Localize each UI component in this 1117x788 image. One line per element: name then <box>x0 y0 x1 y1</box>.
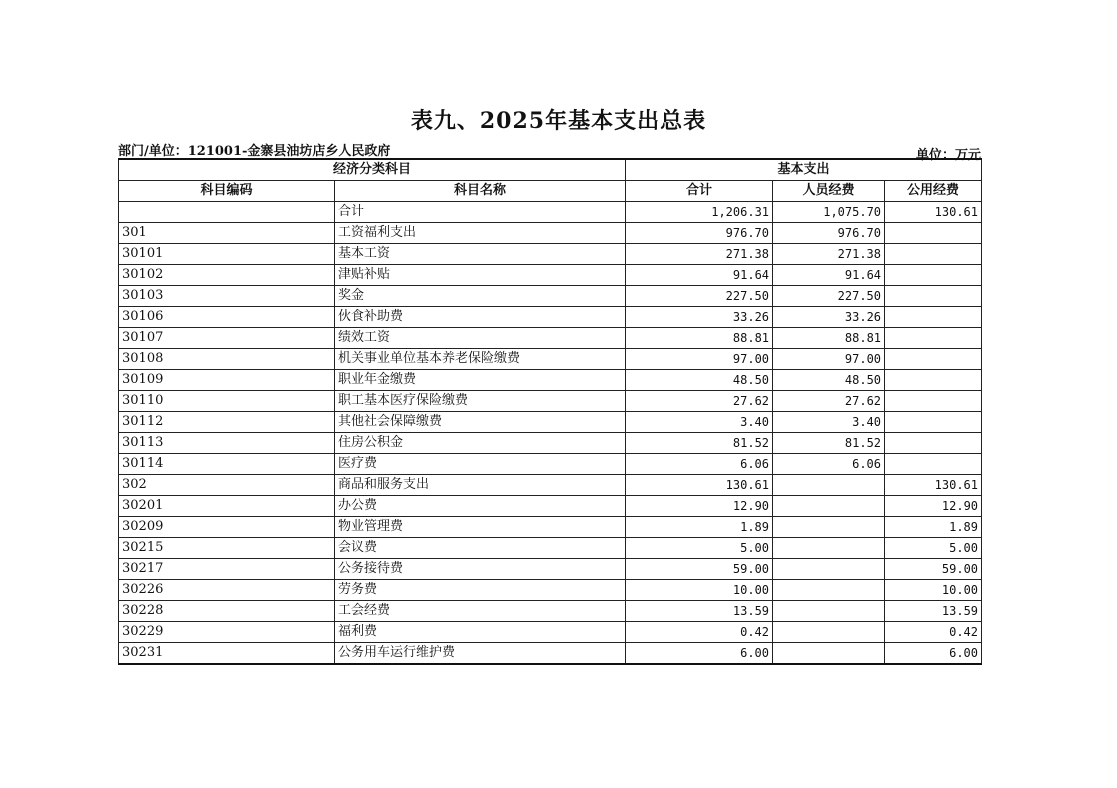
row-name: 物业管理费 <box>335 517 626 538</box>
row-total: 48.50 <box>626 370 773 391</box>
table-body <box>119 202 982 665</box>
row-public: 0.42 <box>885 622 982 643</box>
row-name: 商品和服务支出 <box>335 475 626 496</box>
table-row <box>119 496 982 517</box>
row-public: 12.90 <box>885 496 982 517</box>
row-total: 81.52 <box>626 433 773 454</box>
row-code: 30201 <box>119 496 335 517</box>
row-personnel: 27.62 <box>773 391 885 412</box>
row-personnel: 91.64 <box>773 265 885 286</box>
row-total: 88.81 <box>626 328 773 349</box>
table-row <box>119 286 982 307</box>
row-name: 机关事业单位基本养老保险缴费 <box>335 349 626 370</box>
table-row <box>119 580 982 601</box>
row-name: 公务接待费 <box>335 559 626 580</box>
row-public <box>885 370 982 391</box>
row-total: 12.90 <box>626 496 773 517</box>
row-total: 10.00 <box>626 580 773 601</box>
table-row <box>119 559 982 580</box>
row-code: 30231 <box>119 643 335 665</box>
table-row <box>119 538 982 559</box>
row-total: 0.42 <box>626 622 773 643</box>
row-code <box>119 202 335 223</box>
header-group-economic: 经济分类科目 <box>119 159 626 181</box>
row-public: 6.00 <box>885 643 982 665</box>
row-personnel <box>773 601 885 622</box>
row-name: 职业年金缴费 <box>335 370 626 391</box>
row-public: 1.89 <box>885 517 982 538</box>
row-public <box>885 412 982 433</box>
row-code: 30107 <box>119 328 335 349</box>
row-total: 6.06 <box>626 454 773 475</box>
row-code: 30229 <box>119 622 335 643</box>
row-personnel <box>773 496 885 517</box>
row-personnel: 81.52 <box>773 433 885 454</box>
row-personnel <box>773 643 885 665</box>
row-name: 津贴补贴 <box>335 265 626 286</box>
row-public <box>885 244 982 265</box>
department-label: 部门/单位：121001-金寨县油坊店乡人民政府 <box>118 144 391 159</box>
row-code: 301 <box>119 223 335 244</box>
table-header <box>119 159 982 202</box>
row-public <box>885 328 982 349</box>
row-public: 5.00 <box>885 538 982 559</box>
row-public: 13.59 <box>885 601 982 622</box>
row-personnel <box>773 559 885 580</box>
row-code: 30215 <box>119 538 335 559</box>
row-code: 30102 <box>119 265 335 286</box>
row-code: 30114 <box>119 454 335 475</box>
row-total: 976.70 <box>626 223 773 244</box>
table-row <box>119 412 982 433</box>
table-row <box>119 307 982 328</box>
row-code: 30108 <box>119 349 335 370</box>
table-row <box>119 265 982 286</box>
row-code: 302 <box>119 475 335 496</box>
unit-label: 单位：万元 <box>915 148 981 163</box>
row-personnel: 97.00 <box>773 349 885 370</box>
row-name: 公务用车运行维护费 <box>335 643 626 665</box>
row-total: 27.62 <box>626 391 773 412</box>
header-group-basic: 基本支出 <box>626 159 982 181</box>
row-name: 伙食补助费 <box>335 307 626 328</box>
expenditure-table <box>118 158 982 665</box>
row-code: 30112 <box>119 412 335 433</box>
row-personnel: 88.81 <box>773 328 885 349</box>
header-public: 公用经费 <box>885 181 982 202</box>
row-name: 会议费 <box>335 538 626 559</box>
row-total: 91.64 <box>626 265 773 286</box>
row-personnel: 48.50 <box>773 370 885 391</box>
row-code: 30228 <box>119 601 335 622</box>
row-code: 30103 <box>119 286 335 307</box>
row-code: 30217 <box>119 559 335 580</box>
row-name: 工会经费 <box>335 601 626 622</box>
row-code: 30209 <box>119 517 335 538</box>
row-name: 医疗费 <box>335 454 626 475</box>
row-total: 227.50 <box>626 286 773 307</box>
page-title: 表九、2025年基本支出总表 <box>410 108 707 134</box>
row-name: 住房公积金 <box>335 433 626 454</box>
row-total: 97.00 <box>626 349 773 370</box>
table-row <box>119 475 982 496</box>
row-total: 5.00 <box>626 538 773 559</box>
row-public: 130.61 <box>885 475 982 496</box>
header-total: 合计 <box>626 181 773 202</box>
table-row <box>119 433 982 454</box>
row-public <box>885 286 982 307</box>
row-name: 基本工资 <box>335 244 626 265</box>
row-public <box>885 391 982 412</box>
row-total: 6.00 <box>626 643 773 665</box>
row-total: 1.89 <box>626 517 773 538</box>
table-row <box>119 349 982 370</box>
row-public <box>885 265 982 286</box>
header-personnel: 人员经费 <box>773 181 885 202</box>
row-public <box>885 454 982 475</box>
row-code: 30226 <box>119 580 335 601</box>
row-name: 绩效工资 <box>335 328 626 349</box>
table-row <box>119 370 982 391</box>
row-total: 1,206.31 <box>626 202 773 223</box>
row-personnel <box>773 622 885 643</box>
row-code: 30106 <box>119 307 335 328</box>
row-personnel <box>773 517 885 538</box>
row-public <box>885 433 982 454</box>
row-name: 福利费 <box>335 622 626 643</box>
row-personnel: 976.70 <box>773 223 885 244</box>
table-row <box>119 454 982 475</box>
table-row <box>119 391 982 412</box>
row-name: 其他社会保障缴费 <box>335 412 626 433</box>
row-name: 工资福利支出 <box>335 223 626 244</box>
row-personnel: 3.40 <box>773 412 885 433</box>
row-personnel <box>773 538 885 559</box>
table-row <box>119 643 982 665</box>
table-row <box>119 601 982 622</box>
row-public <box>885 223 982 244</box>
row-name: 奖金 <box>335 286 626 307</box>
row-total: 271.38 <box>626 244 773 265</box>
row-code: 30109 <box>119 370 335 391</box>
row-total: 3.40 <box>626 412 773 433</box>
table-row <box>119 244 982 265</box>
row-personnel <box>773 580 885 601</box>
row-total: 59.00 <box>626 559 773 580</box>
row-name: 劳务费 <box>335 580 626 601</box>
table-row <box>119 223 982 244</box>
row-name: 合计 <box>335 202 626 223</box>
row-total: 130.61 <box>626 475 773 496</box>
row-personnel: 1,075.70 <box>773 202 885 223</box>
row-total: 33.26 <box>626 307 773 328</box>
row-code: 30101 <box>119 244 335 265</box>
row-code: 30110 <box>119 391 335 412</box>
row-public <box>885 307 982 328</box>
row-personnel: 227.50 <box>773 286 885 307</box>
row-personnel: 6.06 <box>773 454 885 475</box>
header-code: 科目编码 <box>119 181 335 202</box>
table-row <box>119 328 982 349</box>
header-name: 科目名称 <box>335 181 626 202</box>
table-row <box>119 202 982 223</box>
row-total: 13.59 <box>626 601 773 622</box>
row-code: 30113 <box>119 433 335 454</box>
row-name: 职工基本医疗保险缴费 <box>335 391 626 412</box>
row-personnel <box>773 475 885 496</box>
row-public: 10.00 <box>885 580 982 601</box>
row-name: 办公费 <box>335 496 626 517</box>
table-row <box>119 517 982 538</box>
row-public: 59.00 <box>885 559 982 580</box>
row-public: 130.61 <box>885 202 982 223</box>
row-personnel: 271.38 <box>773 244 885 265</box>
row-public <box>885 349 982 370</box>
table-row <box>119 622 982 643</box>
row-personnel: 33.26 <box>773 307 885 328</box>
